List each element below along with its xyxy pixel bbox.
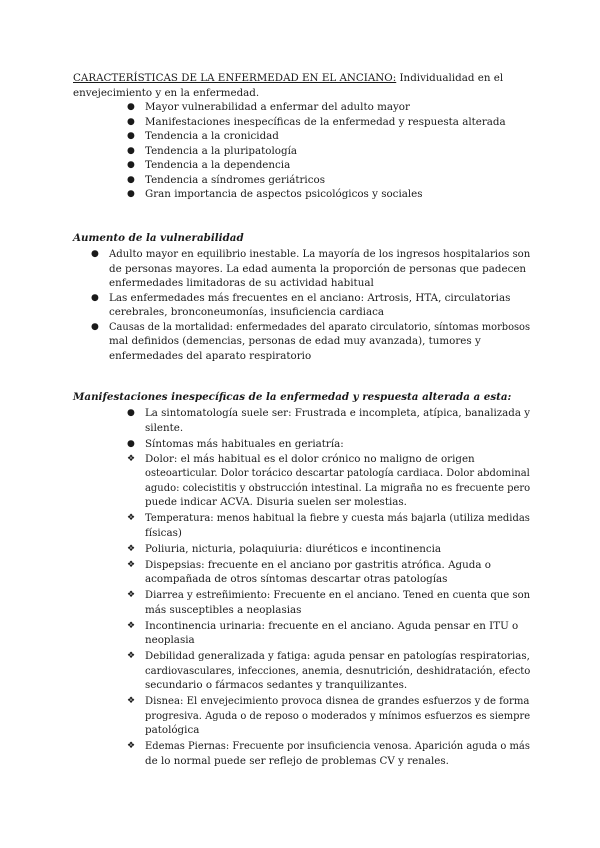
list-item-line: patológica [145,724,200,736]
list-item-line: de personas mayores. La edad aumenta la proporción de personas que padecen [109,262,527,275]
list-item-line: de lo normal puede ser reflejo de problemas CV y renales. [145,754,449,767]
list-item-line: Dolor: el más habitual es el dolor crónico no maligno de origen [145,452,475,465]
list-item-line: Diarrea y estreñimiento: Frecuente en el anciano. Tened en cuenta que son [145,589,531,601]
bullet-icon: ● [127,160,135,170]
bullet-icon: ● [127,116,135,127]
list-item-line: secundario o fármacos sedantes y tranquilizantes. [145,679,408,691]
section1-heading: CARACTERÍSTICAS DE LA ENFERMEDAD EN EL ANCIANO: [73,72,397,84]
list-item-line: osteoarticular. Dolor torácico descartar patología cardiaca. Dolor abdominal [145,467,530,479]
diamond-bullet-icon: ❖ [127,741,136,751]
bullet-icon: ● [127,145,135,156]
list-item-line: Las enfermedades más frecuentes en el anciano: Artrosis, HTA, circulatorias [109,291,511,304]
list-item: Tendencia a la cronicidad [145,130,279,142]
list-item-line: Debilidad generalizada y fatiga: aguda pensar en patologías respiratorias, [145,650,530,662]
list-item-line: puede indicar ACVA. Disuria suelen ser molestias. [145,496,407,508]
list-item-line: silente. [145,421,184,434]
list-item-line: Poliuria, nicturia, polaquiuria: diuréticos e incontinencia [145,542,442,555]
list-item-line: enfermedades limitadoras de su actividad habitual [109,277,374,289]
list-item-line: mal definidos (demencias, personas de edad muy avanzada), tumores y [109,335,481,347]
diamond-bullet-icon: ❖ [127,453,136,464]
bullet-icon: ● [127,131,135,141]
diamond-bullet-icon: ❖ [127,543,136,554]
bullet-icon: ● [127,189,135,199]
bullet-icon: ● [127,408,135,418]
list-item-line: Síntomas más habituales en geriatría: [145,438,344,450]
list-item-line: progresiva. Aguda o de reposo o moderados y mínimos esfuerzos es siempre [145,709,531,722]
list-item-line: Incontinencia urinaria: frecuente en el anciano. Aguda pensar en ITU o [145,619,519,632]
diamond-bullet-icon: ❖ [127,620,136,631]
list-item-line: Dispepsias: frecuente en el anciano por gastritis atrófica. Aguda o [145,558,491,571]
list-item-line: Adulto mayor en equilibrio inestable. La mayoría de los ingresos hospitalarios son [109,248,531,260]
list-item-line: cerebrales, bronconeumonías, insuficiencia cardiaca [109,306,384,318]
diamond-bullet-icon: ❖ [127,590,136,600]
diamond-bullet-icon: ❖ [127,513,136,523]
list-item-line: Temperatura: menos habitual la fiebre y cuesta más bajarla (utiliza medidas [145,512,530,524]
list-item-line: La sintomatología suele ser: Frustrada e incompleta, atípica, banalizada y [145,407,531,419]
list-item-line: enfermedades del aparato respiratorio [109,349,312,362]
list-item-line: físicas) [145,526,182,539]
section1-intro [73,71,503,86]
list-item-line: neoplasia [145,634,195,646]
list-item: Tendencia a la dependencia [145,159,291,171]
bullet-icon: ● [91,292,99,303]
list-item-line: Edemas Piernas: Frecuente por insuficiencia venosa. Aparición aguda o más [145,740,530,752]
bullet-icon: ● [91,249,99,259]
diamond-bullet-icon: ❖ [127,651,136,661]
bullet-icon: ● [127,102,135,112]
list-item: Mayor vulnerabilidad a enfermar del adulto mayor [145,101,410,113]
section3-heading: Manifestaciones inespecíficas de la enfermedad y respuesta alterada a esta: [73,391,512,403]
bullet-icon: ● [127,174,135,185]
list-item: Tendencia a la pluripatología [145,144,298,157]
diamond-bullet-icon: ❖ [127,559,136,570]
list-item-line: más susceptibles a neoplasias [145,603,302,616]
bullet-icon: ● [127,439,135,449]
list-item: Manifestaciones inespecíficas de la enfermedad y respuesta alterada [145,115,506,128]
bullet-icon: ● [91,321,99,332]
list-item: Tendencia a síndromes geriátricos [145,173,325,186]
section1-intro-line2: envejecimiento y en la enfermedad. [73,87,260,99]
list-item-line: Disnea: El envejecimiento provoca disnea de grandes esfuerzos y de forma [145,695,530,707]
diamond-bullet-icon: ❖ [127,696,136,706]
list-item-line: acompañada de otros síntomas descartar otras patologías [145,573,448,585]
section2-heading: Aumento de la vulnerabilidad [73,232,244,244]
list-item-line: agudo: colecistitis y obstrucción intestinal. La migraña no es frecuente pero [145,481,531,494]
section1-intro-rest: Individualidad en el [396,72,504,84]
list-item-line: cardiovasculares, infecciones, anemia, desnutrición, deshidratación, efecto [145,664,531,677]
list-item-line: Causas de la mortalidad: enfermedades del aparato circulatorio, síntomas morbosos [109,320,531,333]
list-item: Gran importancia de aspectos psicológicos y sociales [145,188,423,200]
